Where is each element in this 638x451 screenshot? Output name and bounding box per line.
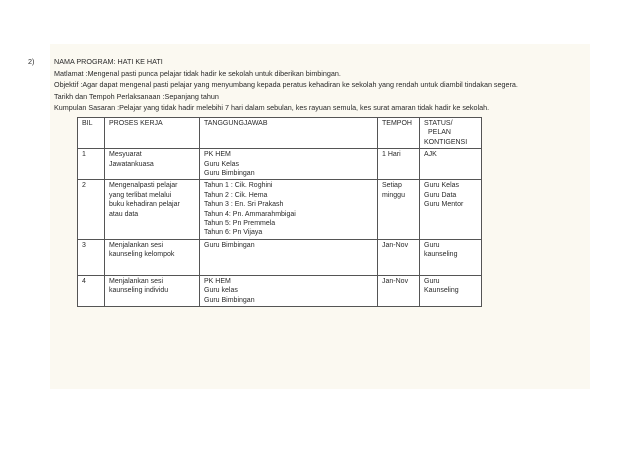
cell-line: Tahun 4: Pn. Ammarahmbigai xyxy=(204,210,296,218)
work-process-table xyxy=(77,117,482,307)
matlamat-line xyxy=(54,68,608,80)
cell-line: AJK xyxy=(424,151,437,159)
sasaran-text: Pelajar yang tidak hadir melebihi 7 hari dalam sebulan, kes rayuan semula, kes surat amaran tidak hadir ke sekolah. xyxy=(119,103,490,113)
header-proses-kerja: PROSES KERJA xyxy=(105,118,200,149)
cell-line: Guru xyxy=(424,241,440,249)
cell-line: Tahun 6: Pn Vijaya xyxy=(204,229,263,237)
header-status-line: PELAN xyxy=(428,129,451,137)
matlamat-label: Matlamat : xyxy=(54,68,88,78)
cell-bil: 3 xyxy=(78,239,105,275)
cell-line: Guru Bimbingan xyxy=(204,170,255,178)
header-status xyxy=(420,118,482,149)
cell-line: Guru Bimbingan xyxy=(204,241,255,249)
table-row xyxy=(78,180,482,239)
header-bil: BIL xyxy=(78,118,105,149)
cell-tanggungjawab xyxy=(200,275,378,306)
cell-line: Jan-Nov xyxy=(382,241,409,249)
cell-line: Setiap xyxy=(382,182,402,190)
cell-status xyxy=(420,275,482,306)
cell-line: Tahun 2 : Cik. Hema xyxy=(204,191,268,199)
tarikh-text: Sepanjang tahun xyxy=(164,91,219,101)
cell-tanggungjawab xyxy=(200,239,378,275)
cell-line: Menjalankan sesi xyxy=(109,277,164,285)
cell-tempoh xyxy=(378,239,420,275)
cell-line: Tahun 1 : Cik. Roghini xyxy=(204,182,273,190)
tarikh-label: Tarikh dan Tempoh Perlaksanaan : xyxy=(54,91,165,101)
cell-line: buku kehadiran pelajar xyxy=(109,201,180,209)
tarikh-line xyxy=(54,91,608,103)
sasaran-label: Kumpulan Sasaran : xyxy=(54,103,120,113)
cell-tanggungjawab xyxy=(200,149,378,180)
table-header-row xyxy=(78,118,482,149)
cell-proses xyxy=(105,239,200,275)
objektif-text: Agar dapat mengenal pasti pelajar yang menyumbang kepada peratus kehadiran ke sekolah yang rendah untuk diambil tindakan segera. xyxy=(82,80,518,90)
cell-line: Guru Bimbingan xyxy=(204,296,255,304)
cell-line: Guru Kelas xyxy=(204,160,240,168)
cell-line: Guru xyxy=(424,277,440,285)
table-row xyxy=(78,275,482,306)
cell-status xyxy=(420,180,482,239)
cell-line: Mesyuarat xyxy=(109,151,142,159)
cell-line: PK HEM xyxy=(204,151,231,159)
cell-line: Mengenalpasti pelajar xyxy=(109,182,178,190)
header-status-line: STATUS/ xyxy=(424,120,453,127)
cell-bil: 1 xyxy=(78,149,105,180)
program-section xyxy=(28,56,608,114)
cell-line: Guru Data xyxy=(424,191,457,199)
cell-line: kaunseling kelompok xyxy=(109,251,175,259)
cell-line: kaunseling xyxy=(424,251,458,259)
cell-line: Guru kelas xyxy=(204,287,238,295)
cell-line: atau data xyxy=(109,210,139,218)
cell-line: Menjalankan sesi xyxy=(109,241,164,249)
cell-status xyxy=(420,239,482,275)
header-tempoh: TEMPOH xyxy=(378,118,420,149)
sasaran-line xyxy=(54,102,608,114)
cell-status xyxy=(420,149,482,180)
header-status-line: KONTIGENSI xyxy=(424,138,468,146)
cell-line: Tahun 5: Pn Premmela xyxy=(204,220,276,228)
cell-bil: 4 xyxy=(78,275,105,306)
cell-line: PK HEM xyxy=(204,277,231,285)
objektif-line xyxy=(54,79,608,91)
cell-bil: 2 xyxy=(78,180,105,239)
program-number: 2) xyxy=(28,57,35,66)
cell-line: minggu xyxy=(382,191,405,199)
cell-tempoh xyxy=(378,180,420,239)
objektif-label: Objektif : xyxy=(54,80,83,90)
cell-line: Kaunseling xyxy=(424,287,459,295)
cell-line: Jan-Nov xyxy=(382,277,409,285)
cell-line: Jawatankuasa xyxy=(109,160,154,168)
cell-line: yang terlibat melalui xyxy=(109,191,172,199)
cell-proses xyxy=(105,149,200,180)
cell-tempoh xyxy=(378,149,420,180)
program-title: NAMA PROGRAM: HATI KE HATI xyxy=(54,57,163,66)
cell-line: Guru Mentor xyxy=(424,201,464,209)
cell-line: 1 Hari xyxy=(382,151,401,159)
table-row xyxy=(78,149,482,180)
cell-tempoh xyxy=(378,275,420,306)
cell-proses xyxy=(105,275,200,306)
cell-proses xyxy=(105,180,200,239)
cell-tanggungjawab xyxy=(200,180,378,239)
cell-line: kaunseling individu xyxy=(109,287,169,295)
cell-line: Guru Kelas xyxy=(424,182,460,190)
table-row xyxy=(78,239,482,275)
program-details xyxy=(28,68,608,114)
matlamat-text: Mengenal pasti punca pelajar tidak hadir ke sekolah untuk diberikan bimbingan. xyxy=(87,68,341,78)
program-heading xyxy=(28,56,608,68)
header-tanggungjawab: TANGGUNGJAWAB xyxy=(200,118,378,149)
cell-line: Tahun 3 : En. Sri Prakash xyxy=(204,201,284,209)
